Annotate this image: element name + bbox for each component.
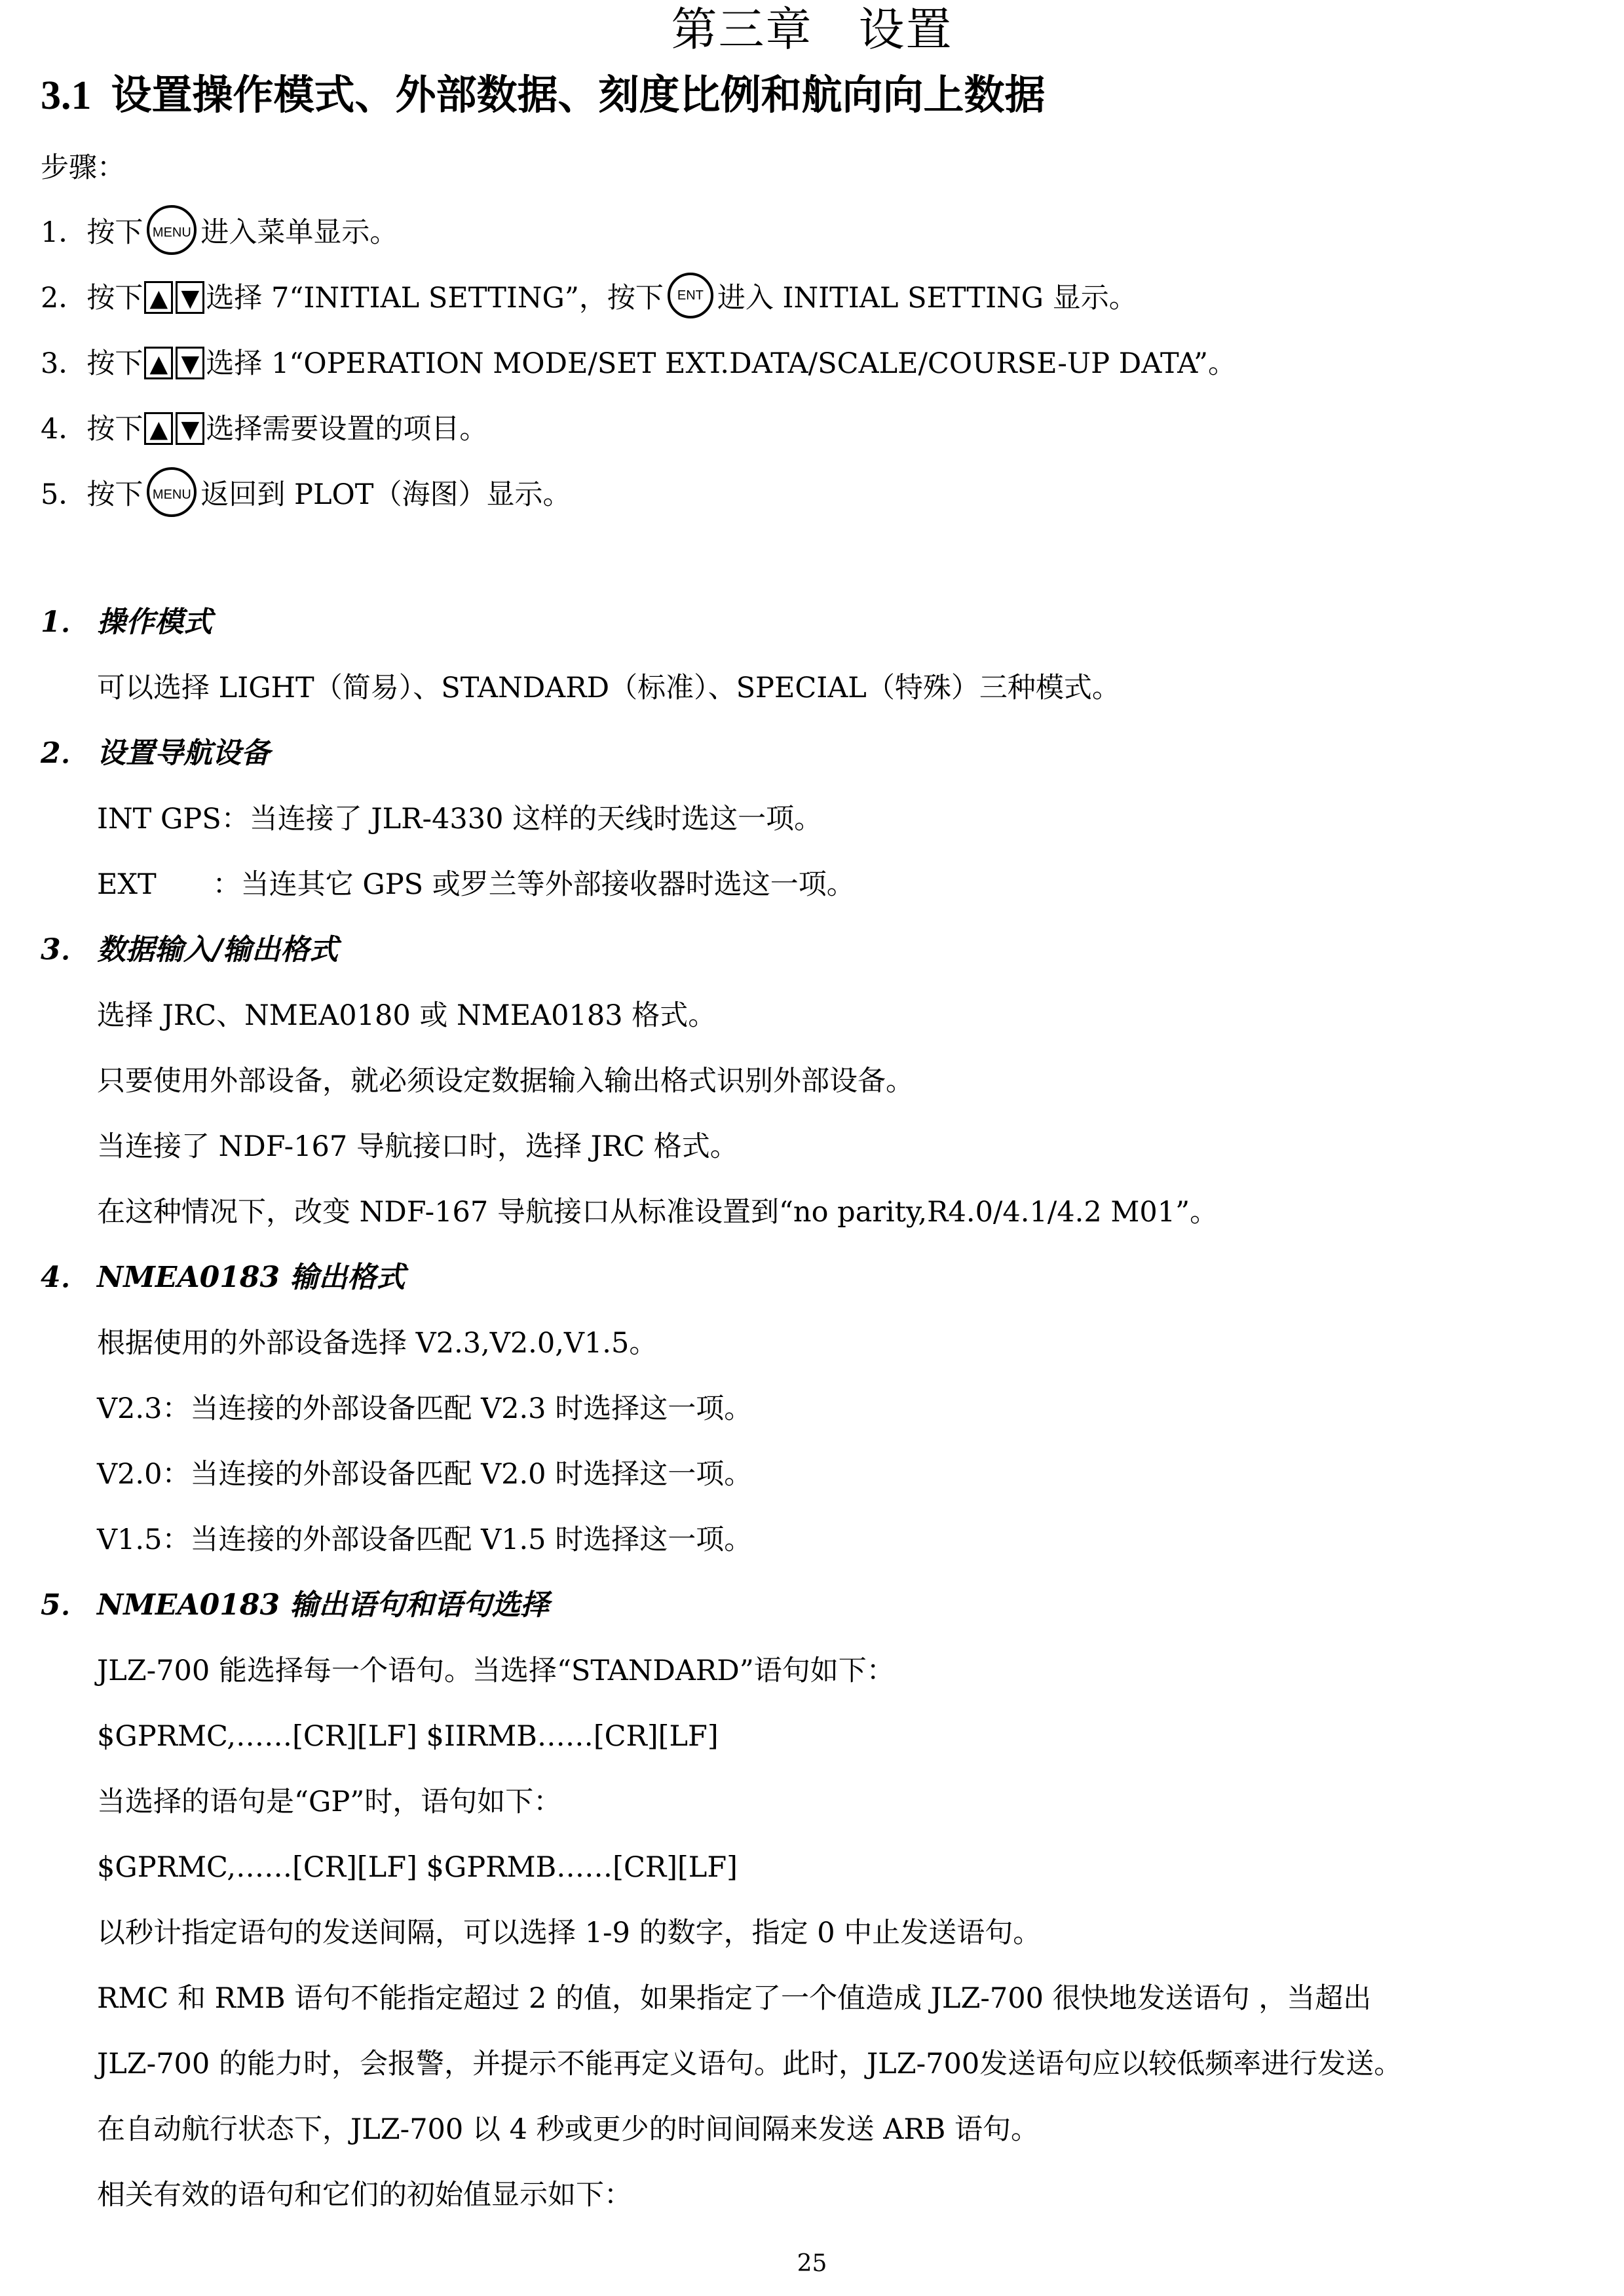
chapter-title — [0, 0, 1624, 59]
item-line: V2.3：当连接的外部设备匹配 V2.3 时选择这一项。 — [97, 1392, 753, 1425]
ent-button-icon: ENT — [668, 273, 713, 318]
step-2: 2．按下 ▲ ▼ 选择 7“INITIAL SETTING”，按下 ENT 进入 INITIAL SETTING 显示。 — [41, 278, 1137, 318]
item-line: V2.0：当连接的外部设备匹配 V2.0 时选择这一项。 — [97, 1458, 753, 1491]
down-arrow-key-icon: ▼ — [176, 347, 204, 379]
item-line: $GPRMC,……[CR][LF] $IIRMB……[CR][LF] — [97, 1720, 719, 1753]
item-line: 在自动航行状态下，JLZ-700 以 4 秒或更少的时间间隔来发送 ARB 语句。 — [97, 2113, 1040, 2146]
item-line: 在这种情况下，改变 NDF-167 导航接口从标准设置到“no parity,R4.0/4.1/4.2 M01”。 — [97, 1196, 1218, 1229]
step-1: 1．按下 MENU 进入菜单显示。 — [41, 213, 398, 255]
item-line: EXT ：当连其它 GPS 或罗兰等外部接收器时选这一项。 — [97, 868, 855, 901]
item-heading-4: 4． NMEA0183 输出格式 — [41, 1261, 406, 1294]
menu-button-icon: MENU — [147, 205, 197, 255]
section-number: 3.1 — [41, 73, 92, 118]
step-4: 4．按下 ▲ ▼ 选择需要设置的项目。 — [41, 413, 488, 446]
up-arrow-key-icon: ▲ — [144, 281, 173, 314]
chapter-name: 设置 — [858, 3, 953, 56]
item-line: V1.5：当连接的外部设备匹配 V1.5 时选择这一项。 — [97, 1523, 753, 1556]
item-line: JLZ-700 的能力时，会报警，并提示不能再定义语句。此时，JLZ-700发送语句应以较低频率进行发送。 — [97, 2048, 1403, 2080]
down-arrow-key-icon: ▼ — [176, 281, 204, 314]
section-title: 设置操作模式、外部数据、刻度比例和航向向上数据 — [111, 71, 1046, 119]
item-heading-1: 1． 操作模式 — [41, 605, 212, 639]
item-line: RMC 和 RMB 语句不能指定超过 2 的值，如果指定了一个值造成 JLZ-700 很快地发送语句 ，当超出 — [97, 1982, 1372, 2015]
page-number: 25 — [797, 2250, 827, 2277]
item-line: 当连接了 NDF-167 导航接口时，选择 JRC 格式。 — [97, 1130, 738, 1163]
item-line: JLZ-700 能选择每一个语句。当选择“STANDARD”语句如下： — [97, 1655, 895, 1687]
item-heading-3: 3． 数据输入/输出格式 — [41, 933, 339, 966]
item-heading-2: 2． 设置导航设备 — [41, 737, 270, 770]
down-arrow-key-icon: ▼ — [176, 412, 204, 445]
item-line: 以秒计指定语句的发送间隔，可以选择 1-9 的数字，指定 0 中止发送语句。 — [97, 1917, 1042, 1949]
item-line: 根据使用的外部设备选择 V2.3,V2.0,V1.5。 — [97, 1327, 658, 1360]
step-5: 5．按下 MENU 返回到 PLOT（海图）显示。 — [41, 475, 571, 517]
section-heading — [41, 66, 1046, 125]
chapter-number: 第三章 — [671, 3, 813, 56]
up-arrow-key-icon: ▲ — [144, 347, 173, 379]
item-line: 选择 JRC、NMEA0180 或 NMEA0183 格式。 — [97, 999, 717, 1032]
item-line: 当选择的语句是“GP”时，语句如下： — [97, 1786, 562, 1818]
item-line: 可以选择 LIGHT（简易）、STANDARD（标准）、SPECIAL（特殊）三种模式。 — [97, 672, 1120, 704]
item-line: $GPRMC,……[CR][LF] $GPRMB……[CR][LF] — [97, 1851, 738, 1884]
item-line: 只要使用外部设备，就必须设定数据输入输出格式识别外部设备。 — [97, 1065, 914, 1098]
step-3: 3．按下 ▲ ▼ 选择 1“OPERATION MODE/SET EXT.DATA/SCALE/COURSE-UP DATA”。 — [41, 347, 1236, 380]
item-line: INT GPS：当连接了 JLR-4330 这样的天线时选这一项。 — [97, 803, 823, 835]
up-arrow-key-icon: ▲ — [144, 412, 173, 445]
menu-button-icon: MENU — [147, 467, 197, 517]
item-heading-5: 5． NMEA0183 输出语句和语句选择 — [41, 1588, 550, 1622]
item-line: 相关有效的语句和它们的初始值显示如下： — [97, 2179, 632, 2211]
steps-label: 步骤： — [41, 151, 125, 184]
